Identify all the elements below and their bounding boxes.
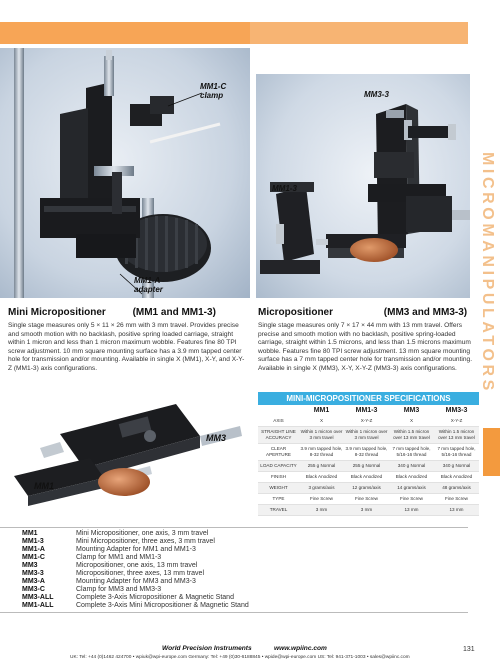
spec-row-type (258, 493, 479, 504)
footer-contacts: UK: Tel: +44 (0)1462 424700 • wpiuk@wpi-europe.com Germany: Tel: +49 (0)30-6188845 • wpide@wpi-europe.com US: Tel: 941-371-1003 • sales@wpiinc.com (70, 655, 410, 660)
product-name: Clamp for MM3 and MM3-3 (76, 586, 162, 593)
spec-cell: 13 mm (389, 504, 434, 515)
product-row (22, 546, 249, 554)
spec-row-load (258, 460, 479, 471)
spec-row-label: AXIS (258, 416, 299, 426)
spec-cell: 7 mm tapped hole, 5/16-16 thread (434, 443, 479, 460)
spec-table-container (258, 405, 479, 516)
product-code: MM1-ALL (22, 602, 54, 609)
spec-cell: Black Anodized (344, 471, 389, 482)
photo-mm1-mm3-illustration (0, 396, 250, 521)
product-row (22, 530, 249, 538)
section-body-micropositioner: Single stage measures only 7 × 17 × 44 mm with 13 mm travel. Offers precise and smooth motion with no backlash, positive spring-loaded carriage, straight within 1.5 microns, and less than 1.5 microns maximum wobble. Features fine 80 TPI screw adjustment. 13 mm square mounting surface has a 7 mm tapped center hole for transmission and/or mounting. Available in single X (MM3), X-Y, X-Y-Z (MM3-3) axis configurations. (258, 322, 473, 372)
product-row (22, 594, 249, 602)
callout-mm3: MM3 (206, 433, 226, 443)
spec-cell: Fine Screw (434, 493, 479, 504)
photo-micropositioner (256, 74, 470, 298)
section-title: Micropositioner (258, 307, 334, 318)
spec-row-label: WEIGHT (258, 482, 299, 493)
product-row (22, 554, 249, 562)
spec-cell: Within 1.5 micron over 13 mm travel (389, 426, 434, 443)
product-code: MM3-3 (22, 570, 44, 577)
section-title-mini-micropositioner (8, 307, 216, 318)
spec-row-label: LOAD CAPACITY (258, 460, 299, 471)
spec-cell: 48 grams/axis (434, 482, 479, 493)
spec-cell: Within 1.5 micron over 13 mm travel (434, 426, 479, 443)
spec-cell: 255 g Normal (344, 460, 389, 471)
spec-cell: 255 g Normal (299, 460, 344, 471)
spec-cell: 13 mm (434, 504, 479, 515)
callout-mm3-3: MM3-3 (364, 90, 389, 99)
footer-website: www.wpiinc.com (274, 645, 327, 652)
product-code: MM3-A (22, 578, 45, 585)
spec-cell: Fine Screw (389, 493, 434, 504)
product-list (22, 530, 249, 610)
spec-cell: Fine Screw (299, 493, 344, 504)
product-code: MM3 (22, 562, 38, 569)
product-name: Mounting Adapter for MM1 and MM1-3 (76, 546, 196, 553)
spec-cell: 340 g Normal (434, 460, 479, 471)
spec-table (258, 405, 479, 516)
spec-cell: Within 1 micron over 3 mm travel (299, 426, 344, 443)
section-models: (MM3 and MM3-3) (383, 307, 468, 318)
spec-row-label: STRAIGHT LINE ACCURACY (258, 426, 299, 443)
product-code: MM3-ALL (22, 594, 54, 601)
product-row (22, 538, 249, 546)
header-band-accent (0, 22, 250, 44)
footer-page-number: 131 (463, 646, 475, 653)
spec-cell: Within 1 micron over 3 mm travel (344, 426, 389, 443)
product-name: Clamp for MM1 and MM1-3 (76, 554, 162, 561)
spec-table-title: MINI-MICROPOSITIONER SPECIFICATIONS (258, 392, 479, 405)
spec-row-aperture (258, 443, 479, 460)
product-name: Complete 3-Axis Mini Micropositioner & Magnetic Stand (76, 602, 249, 609)
spec-row-weight (258, 482, 479, 493)
spec-row-axis (258, 416, 479, 426)
product-name: Micropositioner, three axes, 13 mm travel (76, 570, 204, 577)
section-body-mini-micropositioner: Single stage measures only 5 × 11 × 26 mm with 3 mm travel. Provides precise and smooth motion with no backlash, positive spring loaded carriage, straight within 1 micron and less than 1 micron maximum wobble. Features fine 80 TPI screw adjustment. 10 mm square mounting surface has a 3.9 mm tapped center hole for transmission and/or mounting. Available in single X (MM1), X-Y, and X-Y-Z (MM1-3) axis configurations. (8, 322, 245, 372)
spec-row-label: FINISH (258, 471, 299, 482)
product-name: Complete 3-Axis Micropositioner & Magnetic Stand (76, 594, 234, 601)
section-title-micropositioner (258, 307, 467, 318)
product-code: MM1-A (22, 546, 45, 553)
spec-row-label: CLEAR APERTURE (258, 443, 299, 460)
product-name: Mounting Adapter for MM3 and MM3-3 (76, 578, 196, 585)
spec-cell: 3.9 mm tapped hole, 8-32 thread (299, 443, 344, 460)
product-code: MM1-C (22, 554, 45, 561)
product-row (22, 602, 249, 610)
spec-row-accuracy (258, 426, 479, 443)
section-models: (MM1 and MM1-3) (132, 307, 216, 318)
section-side-title (478, 152, 498, 422)
spec-cell: Black Anodized (389, 471, 434, 482)
product-row (22, 562, 249, 570)
product-list-bottom-rule (0, 612, 468, 613)
section-tab-marker (483, 428, 500, 476)
product-list-top-rule (0, 527, 468, 528)
product-row (22, 570, 249, 578)
spec-col-header: MM3 (403, 406, 420, 414)
section-title: Mini Micropositioner (8, 307, 106, 318)
spec-cell: 3.9 mm tapped hole, 8-32 thread (344, 443, 389, 460)
spec-col-header: MM3-3 (445, 406, 468, 414)
spec-col-header: MM1-3 (355, 406, 378, 414)
spec-cell: X-Y-Z (344, 416, 389, 426)
spec-row-travel (258, 504, 479, 515)
spec-cell: Black Anodized (434, 471, 479, 482)
spec-cell: 340 g Normal (389, 460, 434, 471)
spec-cell: 7 mm tapped hole, 5/16-16 thread (389, 443, 434, 460)
product-code: MM3-C (22, 586, 45, 593)
footer-company: World Precision Instruments (162, 645, 252, 652)
spec-cell: 3 mm (299, 504, 344, 515)
spec-cell: 12 grams/axis (344, 482, 389, 493)
spec-cell: 3 mm (344, 504, 389, 515)
photo-mini-micropositioner (0, 48, 250, 298)
spec-cell: 14 grams/axis (389, 482, 434, 493)
spec-row-finish (258, 471, 479, 482)
callout-mm1: MM1 (34, 481, 54, 491)
spec-cell: 3 grams/axis (299, 482, 344, 493)
spec-cell: Black Anodized (299, 471, 344, 482)
product-row (22, 578, 249, 586)
callout-mm1-3: MM1-3 (272, 184, 297, 193)
spec-cell: X (389, 416, 434, 426)
photo-mm1-mm3 (0, 396, 250, 521)
product-name: Mini Micropositioner, one axis, 3 mm travel (76, 530, 209, 537)
spec-row-label: TYPE (258, 493, 299, 504)
callout-mm1-c-clamp: MM1-C clamp (200, 82, 227, 100)
side-title-text: MICROMANIPULATORS (479, 152, 496, 394)
spec-cell: Fine Screw (344, 493, 389, 504)
product-row (22, 586, 249, 594)
spec-col-header: MM1 (313, 406, 330, 414)
product-table (22, 530, 249, 610)
product-code: MM1-3 (22, 538, 44, 545)
spec-cell: X-Y-Z (434, 416, 479, 426)
spec-col-header (258, 405, 299, 416)
spec-row-label: TRAVEL (258, 504, 299, 515)
spec-cell: X (299, 416, 344, 426)
product-name: Micropositioner, one axis, 13 mm travel (76, 562, 198, 569)
product-name: Mini Micropositioner, three axes, 3 mm travel (76, 538, 215, 545)
callout-mm1-a-adapter: MM1-A adapter (134, 276, 163, 294)
spec-table-header-row (258, 405, 479, 416)
product-code: MM1 (22, 530, 38, 537)
